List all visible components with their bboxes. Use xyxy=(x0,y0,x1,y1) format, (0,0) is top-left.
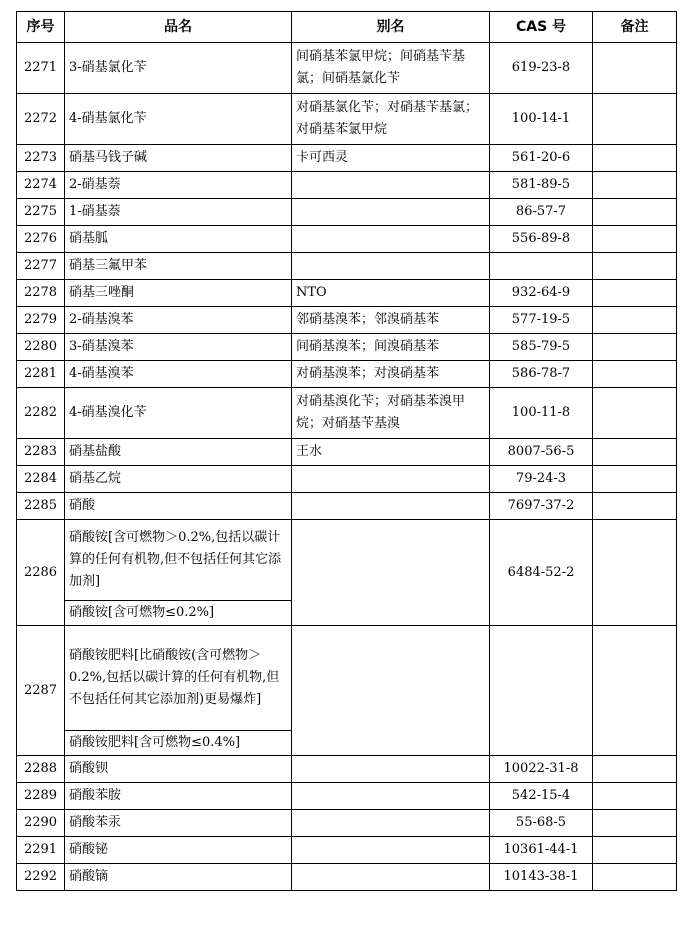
row-no: 2278 xyxy=(17,280,65,307)
header-note: 备注 xyxy=(593,12,677,43)
header-alias: 别名 xyxy=(292,12,490,43)
row-no: 2279 xyxy=(17,307,65,334)
row-note xyxy=(593,864,677,891)
row-alias xyxy=(292,199,490,226)
row-note xyxy=(593,307,677,334)
row-name: 4-硝基溴苯 xyxy=(65,361,292,388)
row-no: 2280 xyxy=(17,334,65,361)
row-no: 2274 xyxy=(17,172,65,199)
row-note xyxy=(593,466,677,493)
row-no: 2285 xyxy=(17,493,65,520)
row-alias: 邻硝基溴苯；邻溴硝基苯 xyxy=(292,307,490,334)
table-row xyxy=(17,439,677,466)
table-row xyxy=(17,199,677,226)
row-alias xyxy=(292,810,490,837)
row-note xyxy=(593,94,677,145)
row-note xyxy=(593,493,677,520)
table-row xyxy=(17,145,677,172)
row-no: 2290 xyxy=(17,810,65,837)
table-row xyxy=(17,334,677,361)
chemical-table xyxy=(16,11,677,891)
row-no: 2283 xyxy=(17,439,65,466)
row-name: 硝基乙烷 xyxy=(65,466,292,493)
row-alias: 间硝基溴苯；间溴硝基苯 xyxy=(292,334,490,361)
row-name: 1-硝基萘 xyxy=(65,199,292,226)
row-name: 硝酸苯胺 xyxy=(65,783,292,810)
row-note xyxy=(593,626,677,756)
row-note xyxy=(593,145,677,172)
row-cas xyxy=(490,626,593,756)
table-row xyxy=(17,783,677,810)
row-cas: 932-64-9 xyxy=(490,280,593,307)
row-cas xyxy=(490,253,593,280)
row-name: 硝酸铵[含可燃物＞0.2%,包括以碳计算的任何有机物,但不包括任何其它添加剂] xyxy=(65,520,292,601)
row-cas: 100-14-1 xyxy=(490,94,593,145)
row-no: 2291 xyxy=(17,837,65,864)
row-cas: 577-19-5 xyxy=(490,307,593,334)
row-name: 硝酸镝 xyxy=(65,864,292,891)
row-name: 硝基三唑酮 xyxy=(65,280,292,307)
table-row xyxy=(17,280,677,307)
row-cas: 6484-52-2 xyxy=(490,520,593,626)
row-alias: 卡可西灵 xyxy=(292,145,490,172)
row-no: 2289 xyxy=(17,783,65,810)
row-alias: 间硝基苯氯甲烷；间硝基苄基氯；间硝基氯化苄 xyxy=(292,43,490,94)
table-row xyxy=(17,172,677,199)
table-row xyxy=(17,493,677,520)
table-row xyxy=(17,43,677,94)
row-cas: 561-20-6 xyxy=(490,145,593,172)
row-name: 硝酸钡 xyxy=(65,756,292,783)
row-note xyxy=(593,334,677,361)
table-row xyxy=(17,361,677,388)
row-cas: 79-24-3 xyxy=(490,466,593,493)
header-name: 品名 xyxy=(65,12,292,43)
row-name: 4-硝基氯化苄 xyxy=(65,94,292,145)
row-no: 2271 xyxy=(17,43,65,94)
row-cas: 7697-37-2 xyxy=(490,493,593,520)
row-no: 2273 xyxy=(17,145,65,172)
row-name: 硝酸苯汞 xyxy=(65,810,292,837)
row-no: 2286 xyxy=(17,520,65,626)
row-cas: 556-89-8 xyxy=(490,226,593,253)
table-row xyxy=(17,756,677,783)
row-alias: NTO xyxy=(292,280,490,307)
row-cas: 100-11-8 xyxy=(490,388,593,439)
row-no: 2272 xyxy=(17,94,65,145)
table-row xyxy=(17,226,677,253)
row-alias xyxy=(292,837,490,864)
row-cas: 581-89-5 xyxy=(490,172,593,199)
row-alias xyxy=(292,626,490,756)
row-alias: 对硝基氯化苄；对硝基苄基氯；对硝基苯氯甲烷 xyxy=(292,94,490,145)
row-alias: 对硝基溴化苄；对硝基苯溴甲烷；对硝基苄基溴 xyxy=(292,388,490,439)
row-alias xyxy=(292,493,490,520)
row-name-variant: 硝酸铵肥料[含可燃物≤0.4%] xyxy=(65,731,292,756)
row-cas: 10143-38-1 xyxy=(490,864,593,891)
table-row xyxy=(17,810,677,837)
row-no: 2275 xyxy=(17,199,65,226)
row-no: 2292 xyxy=(17,864,65,891)
table-row xyxy=(17,837,677,864)
row-cas: 8007-56-5 xyxy=(490,439,593,466)
row-note xyxy=(593,837,677,864)
row-note xyxy=(593,520,677,626)
row-no: 2281 xyxy=(17,361,65,388)
table-row xyxy=(17,864,677,891)
table-row xyxy=(17,94,677,145)
row-note xyxy=(593,172,677,199)
table-row xyxy=(17,466,677,493)
row-note xyxy=(593,810,677,837)
table-row xyxy=(17,626,677,731)
row-note xyxy=(593,439,677,466)
row-cas: 619-23-8 xyxy=(490,43,593,94)
row-cas: 586-78-7 xyxy=(490,361,593,388)
header-no: 序号 xyxy=(17,12,65,43)
row-no: 2287 xyxy=(17,626,65,756)
table-row xyxy=(17,253,677,280)
row-name: 3-硝基氯化苄 xyxy=(65,43,292,94)
row-no: 2282 xyxy=(17,388,65,439)
row-cas: 10022-31-8 xyxy=(490,756,593,783)
table-row xyxy=(17,307,677,334)
row-note xyxy=(593,199,677,226)
row-cas: 55-68-5 xyxy=(490,810,593,837)
row-cas: 86-57-7 xyxy=(490,199,593,226)
row-alias xyxy=(292,520,490,626)
row-alias xyxy=(292,466,490,493)
row-name: 4-硝基溴化苄 xyxy=(65,388,292,439)
row-no: 2276 xyxy=(17,226,65,253)
row-alias xyxy=(292,226,490,253)
row-name: 2-硝基萘 xyxy=(65,172,292,199)
row-no: 2288 xyxy=(17,756,65,783)
row-no: 2284 xyxy=(17,466,65,493)
row-alias: 王水 xyxy=(292,439,490,466)
row-note xyxy=(593,43,677,94)
row-name: 2-硝基溴苯 xyxy=(65,307,292,334)
row-alias xyxy=(292,172,490,199)
header-row xyxy=(17,12,677,43)
row-alias xyxy=(292,864,490,891)
row-name: 硝基胍 xyxy=(65,226,292,253)
header-cas: CAS 号 xyxy=(490,12,593,43)
row-alias: 对硝基溴苯；对溴硝基苯 xyxy=(292,361,490,388)
row-name: 硝酸 xyxy=(65,493,292,520)
table-row xyxy=(17,388,677,439)
row-cas: 542-15-4 xyxy=(490,783,593,810)
row-name: 硝基三氟甲苯 xyxy=(65,253,292,280)
row-alias xyxy=(292,253,490,280)
row-alias xyxy=(292,783,490,810)
row-alias xyxy=(292,756,490,783)
row-note xyxy=(593,253,677,280)
row-name: 3-硝基溴苯 xyxy=(65,334,292,361)
row-name-variant: 硝酸铵[含可燃物≤0.2%] xyxy=(65,601,292,626)
row-name: 硝酸铋 xyxy=(65,837,292,864)
row-note xyxy=(593,756,677,783)
row-name: 硝基盐酸 xyxy=(65,439,292,466)
row-note xyxy=(593,226,677,253)
row-cas: 585-79-5 xyxy=(490,334,593,361)
row-name: 硝酸铵肥料[比硝酸铵(含可燃物＞0.2%,包括以碳计算的任何有机物,但不包括任何其它添加剂)更易爆炸] xyxy=(65,626,292,731)
row-cas: 10361-44-1 xyxy=(490,837,593,864)
row-note xyxy=(593,361,677,388)
row-note xyxy=(593,280,677,307)
row-note xyxy=(593,388,677,439)
table-row xyxy=(17,520,677,601)
row-note xyxy=(593,783,677,810)
row-no: 2277 xyxy=(17,253,65,280)
row-name: 硝基马钱子碱 xyxy=(65,145,292,172)
